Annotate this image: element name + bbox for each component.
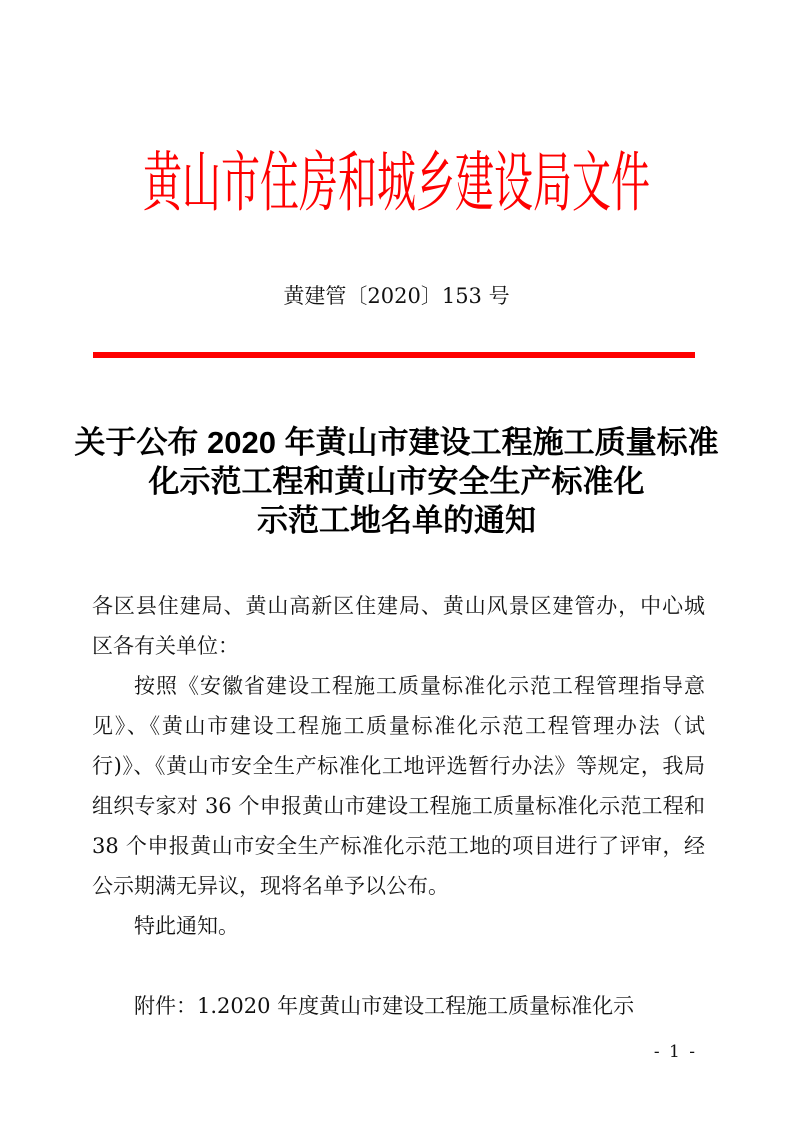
body-line-paragraph: 行)》、《黄山市安全生产标准化工地评选暂行办法》等规定，我局 <box>92 754 705 778</box>
body-line-paragraph: 公示期满无异议，现将名单予以公布。 <box>92 874 449 898</box>
body-line-closing: 特此通知。 <box>134 914 239 938</box>
agency-header-title: 黄山市住房和城乡建设局文件 <box>142 146 650 222</box>
body-line-recipients: 区各有关单位： <box>92 634 239 658</box>
document-body <box>92 586 705 1026</box>
body-line-paragraph: 38 个申报黄山市安全生产标准化示范工地的项目进行了评审，经 <box>92 834 705 858</box>
body-line-paragraph: 按照《安徽省建设工程施工质量标准化示范工程管理指导意 <box>134 674 705 698</box>
body-line-paragraph: 见》、《黄山市建设工程施工质量标准化示范工程管理办法（试 <box>92 714 705 738</box>
page-number: - 1 - <box>653 1042 697 1062</box>
document-number: 黄建管〔2020〕153 号 <box>283 284 510 308</box>
red-divider-rule <box>93 352 695 358</box>
body-line-recipients: 各区县住建局、黄山高新区住建局、黄山风景区建管办，中心城 <box>92 594 705 618</box>
body-line-paragraph: 组织专家对 36 个申报黄山市建设工程施工质量标准化示范工程和 <box>92 794 705 818</box>
body-line-attachment: 附件：1.2020 年度黄山市建设工程施工质量标准化示 <box>134 994 635 1018</box>
notice-title-line: 化示范工程和黄山市安全生产标准化 <box>148 464 645 499</box>
notice-title-line: 示范工地名单的通知 <box>257 503 536 538</box>
body-line-blank <box>92 946 705 986</box>
notice-title <box>40 423 753 540</box>
notice-title-line: 关于公布 2020 年黄山市建设工程施工质量标准 <box>74 425 719 460</box>
